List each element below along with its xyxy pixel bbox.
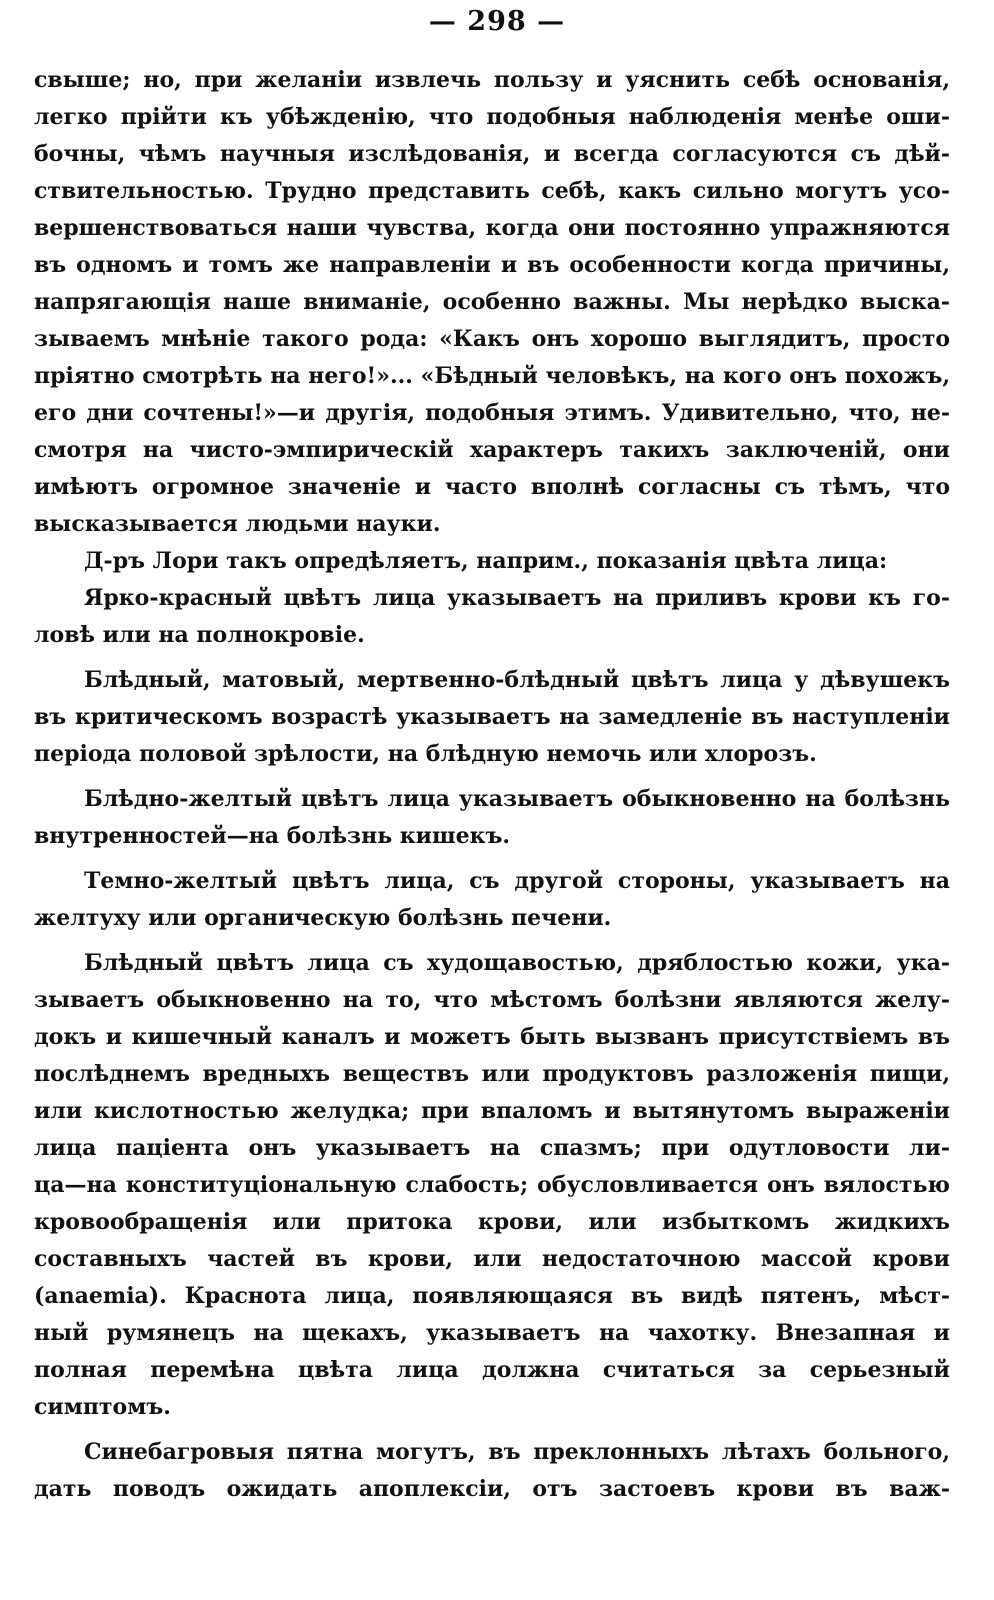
text-line: полная перемѣна цвѣта лица должна считаться за серьезный — [34, 1357, 950, 1383]
paragraph — [34, 543, 950, 580]
paragraph — [34, 781, 950, 855]
text-line: Темно-желтый цвѣтъ лица, съ другой стороны, указываетъ на — [84, 868, 950, 894]
text-line: дать поводъ ожидать апоплексіи, отъ застоевъ крови въ важ- — [34, 1476, 950, 1502]
text-line: легко прійти къ убѣжденію, что подобныя наблюденія менѣе оши- — [34, 104, 950, 130]
paragraph-gap — [34, 773, 950, 781]
paragraph — [34, 580, 950, 654]
text-line: или кислотностью желудка; при впаломъ и вытянутомъ выраженіи — [34, 1098, 950, 1124]
paragraph — [34, 863, 950, 937]
text-line: Блѣдно-желтый цвѣтъ лица указываетъ обыкновенно на болѣзнь — [84, 786, 950, 812]
text-line: напрягающія наше вниманіе, особенно важны. Мы нерѣдко выска- — [34, 289, 950, 315]
text-line: докъ и кишечный каналъ и можетъ быть вызванъ присутствіемъ въ — [34, 1024, 950, 1050]
text-line: (anaemia). Краснота лица, появляющаяся въ видѣ пятенъ, мѣст- — [34, 1283, 950, 1309]
text-line: Блѣдный, матовый, мертвенно-блѣдный цвѣтъ лица у дѣвушекъ — [84, 667, 950, 693]
text-line: имѣютъ огромное значеніе и часто вполнѣ согласны съ тѣмъ, что — [34, 474, 950, 500]
text-line: симптомъ. — [34, 1394, 171, 1420]
paragraph — [34, 945, 950, 1426]
text-line: высказывается людьми науки. — [34, 511, 441, 537]
page-number: — 298 — — [428, 6, 566, 37]
text-line: смотря на чисто-эмпирическій характеръ такихъ заключеній, они — [34, 437, 950, 463]
text-line: въ критическомъ возрастѣ указываетъ на замедленіе въ наступленіи — [34, 704, 950, 730]
text-line: зываетъ обыкновенно на то, что мѣстомъ болѣзни являются желу- — [34, 987, 950, 1013]
text-line: Д-ръ Лори такъ опредѣляетъ, наприм., показанія цвѣта лица: — [84, 548, 888, 574]
text-line: желтуху или органическую болѣзнь печени. — [34, 905, 612, 931]
paragraph-gap — [34, 654, 950, 662]
text-line: ца—на конституціональную слабость; обусловливается онъ вялостью — [34, 1172, 950, 1198]
text-line: въ одномъ и томъ же направленіи и въ особенности когда причины, — [34, 252, 950, 278]
text-line: его дни сочтены!»—и другія, подобныя этимъ. Удивительно, что, не- — [34, 400, 950, 426]
text-line: зываемъ мнѣніе такого рода: «Какъ онъ хорошо выглядитъ, просто — [34, 326, 950, 352]
paragraph — [34, 662, 950, 773]
paragraph — [34, 1434, 950, 1508]
text-line: свыше; но, при желаніи извлечь пользу и уяснить себѣ основанія, — [34, 67, 950, 93]
text-line: ный румянецъ на щекахъ, указываетъ на чахотку. Внезапная и — [34, 1320, 950, 1346]
text-body — [34, 62, 950, 1508]
text-line: кровообращенія или притока крови, или избыткомъ жидкихъ — [34, 1209, 950, 1235]
paragraph-gap — [34, 1426, 950, 1434]
paragraph-gap — [34, 855, 950, 863]
text-line: бочны, чѣмъ научныя изслѣдованія, и всегда согласуются съ дѣй- — [34, 141, 950, 167]
text-line: Синебагровыя пятна могутъ, въ преклонныхъ лѣтахъ больного, — [84, 1439, 950, 1465]
paragraph-gap — [34, 937, 950, 945]
text-line: составныхъ частей въ крови, или недостаточною массой крови — [34, 1246, 950, 1272]
text-line: ловѣ или на полнокровіе. — [34, 622, 365, 648]
text-line: пріятно смотрѣть на него!»... «Бѣдный человѣкъ, на кого онъ похожъ, — [34, 363, 950, 389]
text-line: внутренностей—на болѣзнь кишекъ. — [34, 823, 511, 849]
text-line: послѣднемъ вредныхъ веществъ или продуктовъ разложенія пищи, — [34, 1061, 950, 1087]
text-line: періода половой зрѣлости, на блѣдную немочь или хлорозъ. — [34, 741, 817, 767]
text-line: лица паціента онъ указываетъ на спазмъ; при одутловости ли- — [34, 1135, 950, 1161]
text-line: Ярко-красный цвѣтъ лица указываетъ на приливъ крови къ го- — [84, 585, 950, 611]
text-line: вершенствоваться наши чувства, когда они постоянно упражняются — [34, 215, 950, 241]
text-line: Блѣдный цвѣтъ лица съ худощавостью, дряблостью кожи, ука- — [84, 950, 950, 976]
paragraph — [34, 62, 950, 543]
text-line: ствительностью. Трудно представить себѣ, какъ сильно могутъ усо- — [34, 178, 950, 204]
